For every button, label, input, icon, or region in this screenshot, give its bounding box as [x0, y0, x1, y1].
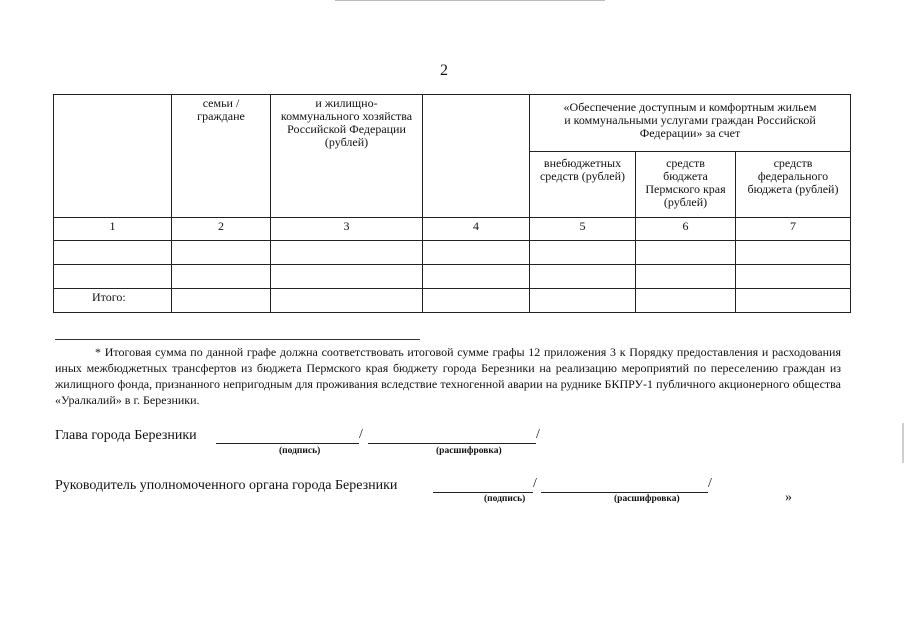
table-cell[interactable]: [172, 265, 271, 289]
column-number: 7: [736, 218, 851, 241]
header-col-5: внебюджетных средств (рублей): [530, 152, 636, 218]
slash: /: [708, 476, 712, 491]
table-row: [54, 241, 851, 265]
column-number: 6: [636, 218, 736, 241]
column-number: 5: [530, 218, 636, 241]
signature-label-authority: Руководитель уполномоченного органа города Березники: [55, 478, 398, 493]
decode-line[interactable]: [368, 443, 536, 444]
table-row: [54, 265, 851, 289]
table-cell[interactable]: [423, 265, 530, 289]
report-table: [53, 94, 851, 313]
table-cell[interactable]: [636, 289, 736, 313]
table-cell[interactable]: [54, 241, 172, 265]
table-cell[interactable]: [736, 241, 851, 265]
signature-line[interactable]: [216, 443, 359, 444]
table-cell[interactable]: [172, 289, 271, 313]
table-cell[interactable]: [636, 265, 736, 289]
table-cell[interactable]: [636, 241, 736, 265]
header-row-1: [54, 95, 851, 152]
header-col-4: [423, 95, 530, 218]
sign-caption: (подпись): [484, 494, 526, 504]
header-col-2: семьи / граждане: [172, 95, 271, 218]
signature-label-head: Глава города Березники: [55, 428, 197, 443]
header-col-7: средств федерального бюджета (рублей): [736, 152, 851, 218]
header-col-3: и жилищно- коммунального хозяйства Российской Федерации (рублей): [271, 95, 423, 218]
page-number: 2: [440, 62, 448, 79]
table-cell[interactable]: [530, 241, 636, 265]
footnote: * Итоговая сумма по данной графе должна соответствовать итоговой сумме графы 12 приложения 3 к Порядку предоставления и расходования иных межбюджетных трансфертов из бюджета Пермского края бюджету города Березники на реализацию мероприятий по переселению граждан из жилищного фонда, признанного непригодным для проживания вследствие техногенной аварии на руднике БКПРУ-1 публичного акционерного общества «Уралкалий» в г. Березники.: [55, 345, 841, 407]
table-cell[interactable]: [271, 265, 423, 289]
slash: /: [533, 476, 537, 491]
table-cell[interactable]: [271, 289, 423, 313]
slash: /: [536, 427, 540, 442]
column-number: 4: [423, 218, 530, 241]
decode-caption: (расшифровка): [436, 446, 502, 456]
decode-line[interactable]: [541, 492, 708, 493]
sign-caption: (подпись): [279, 446, 321, 456]
column-number: 3: [271, 218, 423, 241]
header-col-6: средств бюджета Пермского края (рублей): [636, 152, 736, 218]
table-cell[interactable]: [736, 265, 851, 289]
table-cell[interactable]: [530, 265, 636, 289]
table-cell[interactable]: [54, 265, 172, 289]
table-cell[interactable]: [530, 289, 636, 313]
column-number-row: [54, 218, 851, 241]
total-label: Итого:: [54, 289, 172, 313]
total-row: [54, 289, 851, 313]
decode-caption: (расшифровка): [614, 494, 680, 504]
table-cell[interactable]: [271, 241, 423, 265]
header-group-5-7: «Обеспечение доступным и комфортным жильем и коммунальными услугами граждан Российской Федерации» за счет: [530, 95, 851, 152]
header-col-1: [54, 95, 172, 218]
table-cell[interactable]: [423, 289, 530, 313]
page-edge-mark: [902, 423, 904, 463]
slash: /: [359, 427, 363, 442]
column-number: 2: [172, 218, 271, 241]
column-number: 1: [54, 218, 172, 241]
footnote-separator: [55, 339, 420, 340]
closing-quote: »: [785, 490, 792, 505]
table-cell[interactable]: [172, 241, 271, 265]
table-cell[interactable]: [736, 289, 851, 313]
table-cell[interactable]: [423, 241, 530, 265]
top-edge-line: [335, 0, 605, 1]
signature-line[interactable]: [433, 492, 533, 493]
